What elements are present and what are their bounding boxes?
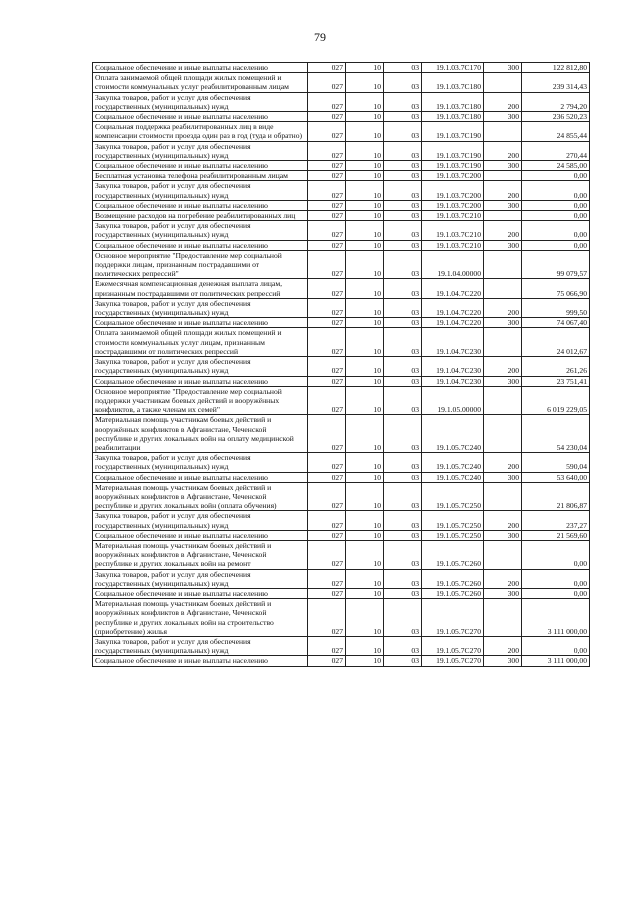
expense-type-code	[484, 415, 522, 453]
subsection-code: 03	[384, 656, 422, 666]
row-name: Социальное обеспечение и иные выплаты населению	[93, 376, 308, 386]
subsection-code: 03	[384, 328, 422, 357]
row-name: Социальное обеспечение и иные выплаты населению	[93, 588, 308, 598]
amount: 999,50	[522, 298, 590, 317]
subsection-code: 03	[384, 221, 422, 240]
expense-type-code: 200	[484, 141, 522, 160]
expense-type-code: 300	[484, 530, 522, 540]
row-name: Социальное обеспечение и иные выплаты населению	[93, 240, 308, 250]
amount: 54 230,04	[522, 415, 590, 453]
subsection-code: 03	[384, 472, 422, 482]
row-name: Закупка товаров, работ и услуг для обеспечения государственных (муниципальных) нужд	[93, 221, 308, 240]
expense-type-code: 200	[484, 181, 522, 200]
section-code: 10	[346, 636, 384, 655]
ministry-code: 027	[308, 530, 346, 540]
subsection-code: 03	[384, 63, 422, 73]
row-name: Бесплатная установка телефона реабилитированным лицам	[93, 171, 308, 181]
target-article-code: 19.1.03.7С210	[422, 221, 484, 240]
table-row	[93, 63, 590, 73]
target-article-code: 19.1.05.7С270	[422, 599, 484, 637]
expense-type-code: 300	[484, 472, 522, 482]
row-name: Оплата занимаемой общей площади жилых помещений и стоимости коммунальных услуг реабилитированным лицам	[93, 73, 308, 92]
target-article-code: 19.1.05.7С260	[422, 588, 484, 598]
target-article-code: 19.1.05.7С240	[422, 415, 484, 453]
subsection-code: 03	[384, 482, 422, 511]
amount: 0,00	[522, 540, 590, 569]
row-name: Социальное обеспечение и иные выплаты населению	[93, 472, 308, 482]
table-row	[93, 73, 590, 92]
section-code: 10	[346, 298, 384, 317]
row-name: Закупка товаров, работ и услуг для обеспечения государственных (муниципальных) нужд	[93, 357, 308, 376]
table-body	[93, 63, 590, 667]
section-code: 10	[346, 161, 384, 171]
expense-type-code	[484, 73, 522, 92]
target-article-code: 19.1.03.7С210	[422, 240, 484, 250]
section-code: 10	[346, 73, 384, 92]
ministry-code: 027	[308, 200, 346, 210]
amount: 3 111 000,00	[522, 599, 590, 637]
ministry-code: 027	[308, 161, 346, 171]
table-row	[93, 122, 590, 141]
section-code: 10	[346, 200, 384, 210]
section-code: 10	[346, 530, 384, 540]
table-row	[93, 279, 590, 298]
target-article-code: 19.1.03.7С200	[422, 200, 484, 210]
table-row	[93, 161, 590, 171]
section-code: 10	[346, 250, 384, 279]
ministry-code: 027	[308, 472, 346, 482]
expense-type-code	[484, 328, 522, 357]
row-name: Ежемесячная компенсационная денежная выплата лицам, признанным пострадавшими от политических репрессий	[93, 279, 308, 298]
ministry-code: 027	[308, 453, 346, 472]
amount: 0,00	[522, 221, 590, 240]
ministry-code: 027	[308, 386, 346, 415]
expense-type-code: 200	[484, 636, 522, 655]
subsection-code: 03	[384, 376, 422, 386]
target-article-code: 19.1.04.7С230	[422, 357, 484, 376]
amount: 99 079,57	[522, 250, 590, 279]
expense-type-code: 200	[484, 92, 522, 111]
target-article-code: 19.1.05.7С240	[422, 472, 484, 482]
amount: 261,26	[522, 357, 590, 376]
section-code: 10	[346, 656, 384, 666]
expense-type-code: 200	[484, 569, 522, 588]
table-row	[93, 530, 590, 540]
subsection-code: 03	[384, 250, 422, 279]
amount: 270,44	[522, 141, 590, 160]
table-row	[93, 482, 590, 511]
subsection-code: 03	[384, 112, 422, 122]
subsection-code: 03	[384, 540, 422, 569]
section-code: 10	[346, 92, 384, 111]
expense-type-code: 200	[484, 511, 522, 530]
target-article-code: 19.1.03.7С180	[422, 73, 484, 92]
subsection-code: 03	[384, 588, 422, 598]
target-article-code: 19.1.03.7С180	[422, 92, 484, 111]
subsection-code: 03	[384, 386, 422, 415]
section-code: 10	[346, 376, 384, 386]
target-article-code: 19.1.03.7С200	[422, 171, 484, 181]
section-code: 10	[346, 328, 384, 357]
table-row	[93, 588, 590, 598]
table-row	[93, 200, 590, 210]
ministry-code: 027	[308, 141, 346, 160]
subsection-code: 03	[384, 318, 422, 328]
row-name: Закупка товаров, работ и услуг для обеспечения государственных (муниципальных) нужд	[93, 569, 308, 588]
ministry-code: 027	[308, 181, 346, 200]
page-number: 79	[314, 30, 326, 44]
row-name: Закупка товаров, работ и услуг для обеспечения государственных (муниципальных) нужд	[93, 511, 308, 530]
expense-type-code: 200	[484, 221, 522, 240]
table-row	[93, 141, 590, 160]
amount: 122 812,80	[522, 63, 590, 73]
ministry-code: 027	[308, 250, 346, 279]
ministry-code: 027	[308, 569, 346, 588]
ministry-code: 027	[308, 318, 346, 328]
section-code: 10	[346, 318, 384, 328]
ministry-code: 027	[308, 588, 346, 598]
amount: 3 111 000,00	[522, 656, 590, 666]
target-article-code: 19.1.03.7С210	[422, 211, 484, 221]
section-code: 10	[346, 482, 384, 511]
ministry-code: 027	[308, 636, 346, 655]
table-row	[93, 656, 590, 666]
table-row	[93, 171, 590, 181]
row-name: Закупка товаров, работ и услуг для обеспечения государственных (муниципальных) нужд	[93, 181, 308, 200]
subsection-code: 03	[384, 357, 422, 376]
amount: 0,00	[522, 171, 590, 181]
expense-type-code	[484, 599, 522, 637]
ministry-code: 027	[308, 112, 346, 122]
section-code: 10	[346, 122, 384, 141]
section-code: 10	[346, 540, 384, 569]
section-code: 10	[346, 171, 384, 181]
target-article-code: 19.1.05.7С240	[422, 453, 484, 472]
amount: 21 806,87	[522, 482, 590, 511]
row-name: Социальное обеспечение и иные выплаты населению	[93, 656, 308, 666]
subsection-code: 03	[384, 415, 422, 453]
ministry-code: 027	[308, 63, 346, 73]
row-name: Закупка товаров, работ и услуг для обеспечения государственных (муниципальных) нужд	[93, 92, 308, 111]
expense-type-code: 200	[484, 453, 522, 472]
subsection-code: 03	[384, 171, 422, 181]
expense-type-code	[484, 482, 522, 511]
expense-type-code: 300	[484, 161, 522, 171]
target-article-code: 19.1.04.7С220	[422, 279, 484, 298]
subsection-code: 03	[384, 511, 422, 530]
subsection-code: 03	[384, 636, 422, 655]
section-code: 10	[346, 599, 384, 637]
row-name: Материальная помощь участникам боевых действий и вооружённых конфликтов в Афганистане, Чеченской республике и других локальных войн на оплату медицинской реабилитации	[93, 415, 308, 453]
subsection-code: 03	[384, 530, 422, 540]
ministry-code: 027	[308, 122, 346, 141]
section-code: 10	[346, 141, 384, 160]
row-name: Закупка товаров, работ и услуг для обеспечения государственных (муниципальных) нужд	[93, 298, 308, 317]
table-row	[93, 453, 590, 472]
section-code: 10	[346, 112, 384, 122]
ministry-code: 027	[308, 656, 346, 666]
target-article-code: 19.1.03.7С170	[422, 63, 484, 73]
expense-type-code: 300	[484, 656, 522, 666]
amount: 21 569,60	[522, 530, 590, 540]
table-row	[93, 250, 590, 279]
target-article-code: 19.1.04.7С220	[422, 318, 484, 328]
row-name: Социальное обеспечение и иные выплаты населению	[93, 318, 308, 328]
section-code: 10	[346, 511, 384, 530]
amount: 236 520,23	[522, 112, 590, 122]
section-code: 10	[346, 472, 384, 482]
target-article-code: 19.1.04.00000	[422, 250, 484, 279]
ministry-code: 027	[308, 73, 346, 92]
row-name: Социальное обеспечение и иные выплаты населению	[93, 200, 308, 210]
subsection-code: 03	[384, 141, 422, 160]
ministry-code: 027	[308, 482, 346, 511]
table-row	[93, 415, 590, 453]
amount: 74 067,40	[522, 318, 590, 328]
table-row	[93, 211, 590, 221]
section-code: 10	[346, 211, 384, 221]
subsection-code: 03	[384, 181, 422, 200]
amount: 23 751,41	[522, 376, 590, 386]
row-name: Закупка товаров, работ и услуг для обеспечения государственных (муниципальных) нужд	[93, 636, 308, 655]
section-code: 10	[346, 569, 384, 588]
amount: 0,00	[522, 240, 590, 250]
subsection-code: 03	[384, 200, 422, 210]
table-row	[93, 221, 590, 240]
expense-type-code: 300	[484, 318, 522, 328]
expense-type-code	[484, 250, 522, 279]
expense-type-code: 300	[484, 376, 522, 386]
subsection-code: 03	[384, 92, 422, 111]
table-row	[93, 472, 590, 482]
expense-type-code: 300	[484, 112, 522, 122]
ministry-code: 027	[308, 221, 346, 240]
table-row	[93, 599, 590, 637]
table-row	[93, 511, 590, 530]
subsection-code: 03	[384, 298, 422, 317]
subsection-code: 03	[384, 73, 422, 92]
section-code: 10	[346, 279, 384, 298]
target-article-code: 19.1.05.7С270	[422, 636, 484, 655]
section-code: 10	[346, 453, 384, 472]
table-row	[93, 569, 590, 588]
amount: 0,00	[522, 569, 590, 588]
expense-type-code: 200	[484, 357, 522, 376]
ministry-code: 027	[308, 279, 346, 298]
expense-type-code: 300	[484, 588, 522, 598]
subsection-code: 03	[384, 453, 422, 472]
subsection-code: 03	[384, 161, 422, 171]
amount: 75 066,90	[522, 279, 590, 298]
subsection-code: 03	[384, 240, 422, 250]
expense-type-code	[484, 386, 522, 415]
target-article-code: 19.1.05.7С250	[422, 511, 484, 530]
amount: 0,00	[522, 200, 590, 210]
amount: 0,00	[522, 636, 590, 655]
ministry-code: 027	[308, 415, 346, 453]
section-code: 10	[346, 63, 384, 73]
expense-type-code: 200	[484, 298, 522, 317]
row-name: Социальная поддержка реабилитированных лиц в виде компенсации стоимости проезда один раз в год (туда и обратно)	[93, 122, 308, 141]
table-row	[93, 92, 590, 111]
row-name: Возмещение расходов на погребение реабилитированных лиц	[93, 211, 308, 221]
expense-type-code	[484, 211, 522, 221]
ministry-code: 027	[308, 211, 346, 221]
row-name: Основное мероприятие "Предоставление мер социальной поддержки лицам, признанным пострадавшими от политических репрессий"	[93, 250, 308, 279]
section-code: 10	[346, 221, 384, 240]
amount: 0,00	[522, 181, 590, 200]
expense-type-code	[484, 279, 522, 298]
table-row	[93, 328, 590, 357]
target-article-code: 19.1.05.7С260	[422, 540, 484, 569]
section-code: 10	[346, 415, 384, 453]
section-code: 10	[346, 181, 384, 200]
amount: 6 019 229,05	[522, 386, 590, 415]
table-row	[93, 240, 590, 250]
row-name: Социальное обеспечение и иные выплаты населению	[93, 63, 308, 73]
subsection-code: 03	[384, 211, 422, 221]
row-name: Основное мероприятие "Предоставление мер социальной поддержки участникам боевых действий и вооружённых конфликтов, а также членам их семей"	[93, 386, 308, 415]
amount: 0,00	[522, 211, 590, 221]
target-article-code: 19.1.05.7С260	[422, 569, 484, 588]
subsection-code: 03	[384, 122, 422, 141]
ministry-code: 027	[308, 376, 346, 386]
amount: 2 794,20	[522, 92, 590, 111]
row-name: Материальная помощь участникам боевых действий и вооружённых конфликтов в Афганистане, Чеченской республике и других локальных войн на ремонт	[93, 540, 308, 569]
amount: 237,27	[522, 511, 590, 530]
row-name: Материальная помощь участникам боевых действий и вооружённых конфликтов в Афганистане, Чеченской республике и других локальных войн на строительство (приобретение) жилья	[93, 599, 308, 637]
row-name: Социальное обеспечение и иные выплаты населению	[93, 112, 308, 122]
section-code: 10	[346, 240, 384, 250]
ministry-code: 027	[308, 540, 346, 569]
target-article-code: 19.1.05.7С250	[422, 482, 484, 511]
target-article-code: 19.1.05.7С270	[422, 656, 484, 666]
section-code: 10	[346, 357, 384, 376]
section-code: 10	[346, 588, 384, 598]
target-article-code: 19.1.03.7С190	[422, 161, 484, 171]
ministry-code: 027	[308, 171, 346, 181]
ministry-code: 027	[308, 240, 346, 250]
target-article-code: 19.1.03.7С190	[422, 141, 484, 160]
table-row	[93, 386, 590, 415]
target-article-code: 19.1.04.7С220	[422, 298, 484, 317]
expense-type-code: 300	[484, 63, 522, 73]
expense-type-code	[484, 122, 522, 141]
target-article-code: 19.1.04.7С230	[422, 328, 484, 357]
amount: 0,00	[522, 588, 590, 598]
expense-type-code: 300	[484, 200, 522, 210]
row-name: Материальная помощь участникам боевых действий и вооружённых конфликтов в Афганистане, Чеченской республике и других локальных войн (оплата обучения)	[93, 482, 308, 511]
amount: 24 855,44	[522, 122, 590, 141]
ministry-code: 027	[308, 599, 346, 637]
row-name: Оплата занимаемой общей площади жилых помещений и стоимости коммунальных услуг лицам, признанным пострадавшими от политических репрессий	[93, 328, 308, 357]
expense-type-code	[484, 540, 522, 569]
ministry-code: 027	[308, 298, 346, 317]
target-article-code: 19.1.05.00000	[422, 386, 484, 415]
row-name: Закупка товаров, работ и услуг для обеспечения государственных (муниципальных) нужд	[93, 141, 308, 160]
budget-table	[92, 62, 590, 667]
target-article-code: 19.1.05.7С250	[422, 530, 484, 540]
row-name: Социальное обеспечение и иные выплаты населению	[93, 530, 308, 540]
amount: 239 314,43	[522, 73, 590, 92]
amount: 590,04	[522, 453, 590, 472]
table-row	[93, 636, 590, 655]
row-name: Социальное обеспечение и иные выплаты населению	[93, 161, 308, 171]
table-row	[93, 298, 590, 317]
amount: 24 585,00	[522, 161, 590, 171]
amount: 53 640,00	[522, 472, 590, 482]
amount: 24 012,67	[522, 328, 590, 357]
target-article-code: 19.1.03.7С190	[422, 122, 484, 141]
row-name: Закупка товаров, работ и услуг для обеспечения государственных (муниципальных) нужд	[93, 453, 308, 472]
ministry-code: 027	[308, 92, 346, 111]
section-code: 10	[346, 386, 384, 415]
expense-type-code: 300	[484, 240, 522, 250]
expense-type-code	[484, 171, 522, 181]
subsection-code: 03	[384, 599, 422, 637]
target-article-code: 19.1.03.7С200	[422, 181, 484, 200]
table-row	[93, 181, 590, 200]
ministry-code: 027	[308, 511, 346, 530]
subsection-code: 03	[384, 569, 422, 588]
table-row	[93, 357, 590, 376]
table-row	[93, 540, 590, 569]
ministry-code: 027	[308, 357, 346, 376]
table-row	[93, 318, 590, 328]
ministry-code: 027	[308, 328, 346, 357]
table-row	[93, 376, 590, 386]
target-article-code: 19.1.04.7С230	[422, 376, 484, 386]
target-article-code: 19.1.03.7С180	[422, 112, 484, 122]
subsection-code: 03	[384, 279, 422, 298]
table-row	[93, 112, 590, 122]
